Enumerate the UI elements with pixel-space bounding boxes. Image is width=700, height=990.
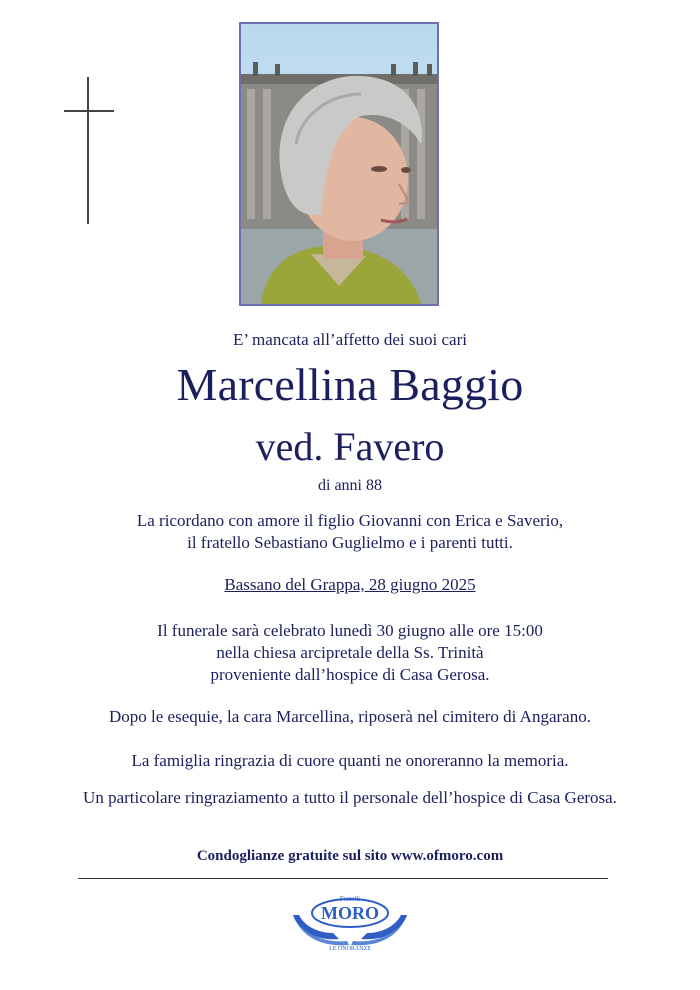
- cross-icon-crossbar: [64, 110, 114, 112]
- funeral-line: nella chiesa arcipretale della Ss. Trinità: [216, 643, 484, 662]
- married-name: ved. Favero: [255, 424, 445, 469]
- deceased-name: Marcellina Baggio: [176, 359, 524, 410]
- family-paragraph: [0, 510, 700, 554]
- logo-main-text: MORO: [321, 903, 379, 923]
- funeral-line: Il funerale sarà celebrato lunedì 30 giugno alle ore 15:00: [157, 621, 543, 640]
- logo-bottom-text: LE ONORANZE: [329, 946, 371, 951]
- funeral-paragraph: [0, 620, 700, 686]
- divider-line: [78, 878, 608, 879]
- place-date: [0, 575, 700, 595]
- cross-icon: [87, 77, 89, 224]
- intro-text: E’ mancata all’affetto dei suoi cari: [233, 330, 467, 349]
- portrait-photo: [239, 22, 439, 306]
- age-text: di anni 88: [318, 477, 382, 494]
- family-line: il fratello Sebastiano Guglielmo e i parenti tutti.: [187, 533, 513, 552]
- funeral-line: proveniente dall’hospice di Casa Gerosa.: [210, 665, 490, 684]
- special-thanks-text: Un particolare ringraziamento a tutto il personale dell’hospice di Casa Gerosa.: [83, 788, 617, 807]
- thanks-text: La famiglia ringrazia di cuore quanti ne onoreranno la memoria.: [131, 751, 569, 770]
- condolences-link-text[interactable]: Condoglianze gratuite sul sito www.ofmoro.com: [196, 848, 504, 864]
- burial-text: Dopo le esequie, la cara Marcellina, riposerà nel cimitero di Angarano.: [109, 707, 591, 726]
- logo-top-text: Fratelli: [339, 895, 361, 903]
- place-date-text: Bassano del Grappa, 28 giugno 2025: [224, 575, 476, 594]
- funeral-home-logo: [289, 893, 411, 951]
- family-line: La ricordano con amore il figlio Giovanni con Erica e Saverio,: [136, 511, 564, 530]
